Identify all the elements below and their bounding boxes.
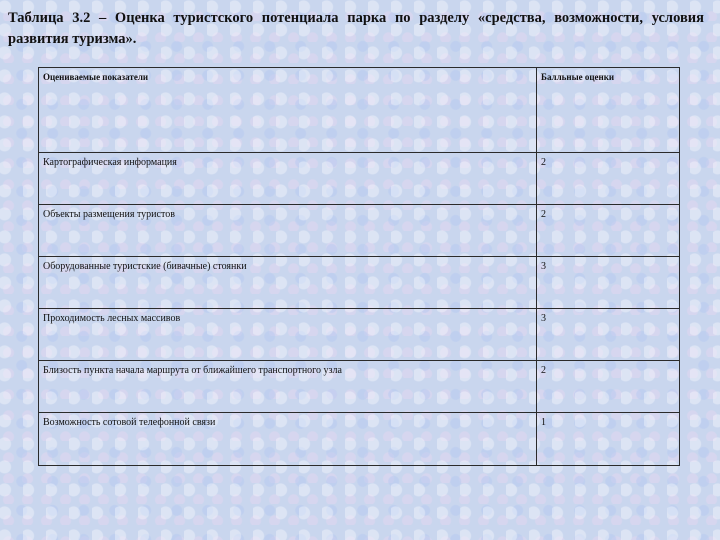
tourism-assessment-table bbox=[38, 67, 680, 466]
table-row bbox=[39, 257, 680, 309]
header-scores: Балльные оценки bbox=[537, 68, 680, 153]
score-cell: 1 bbox=[537, 413, 680, 466]
table-row bbox=[39, 153, 680, 205]
score-cell: 2 bbox=[537, 361, 680, 413]
score-cell: 2 bbox=[537, 205, 680, 257]
score-cell: 3 bbox=[537, 257, 680, 309]
score-cell: 2 bbox=[537, 153, 680, 205]
indicator-cell: Объекты размещения туристов bbox=[39, 205, 537, 257]
table-caption: Таблица 3.2 – Оценка туристского потенциала парка по разделу «средства, возможности, условия развития туризма». bbox=[8, 10, 704, 47]
table-row bbox=[39, 361, 680, 413]
indicator-cell: Близость пункта начала маршрута от ближайшего транспортного узла bbox=[39, 361, 537, 413]
table-row bbox=[39, 413, 680, 466]
table-row bbox=[39, 205, 680, 257]
table-header-row bbox=[39, 68, 680, 153]
indicator-cell: Оборудованные туристские (бивачные) стоянки bbox=[39, 257, 537, 309]
header-indicators: Оцениваемые показатели bbox=[39, 68, 537, 153]
indicator-cell: Картографическая информация bbox=[39, 153, 537, 205]
score-cell: 3 bbox=[537, 309, 680, 361]
indicator-cell: Возможность сотовой телефонной связи bbox=[39, 413, 537, 466]
indicator-cell: Проходимость лесных массивов bbox=[39, 309, 537, 361]
table-row bbox=[39, 309, 680, 361]
